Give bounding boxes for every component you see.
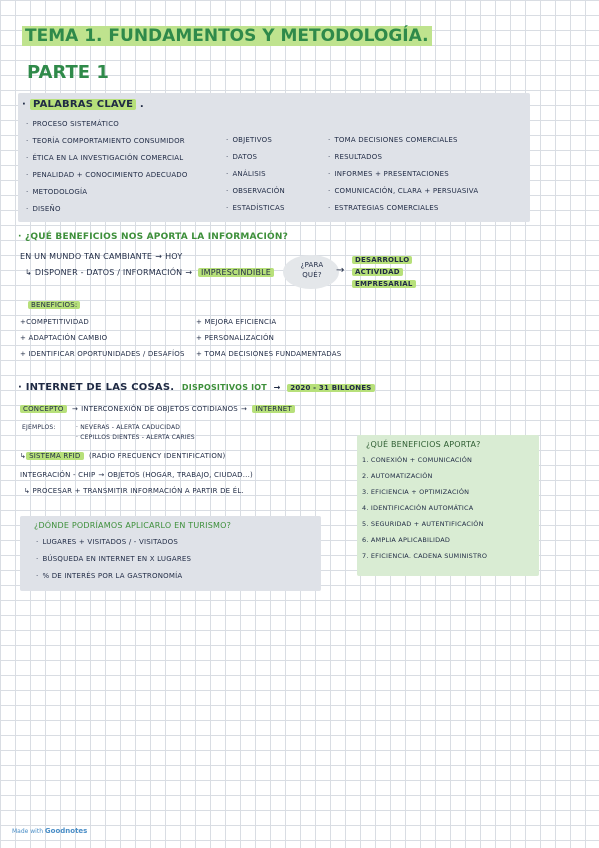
keywords-col3 bbox=[328, 136, 478, 221]
benefits-label: BENEFICIOS: bbox=[28, 301, 80, 309]
info-line2: ↳ DISPONER - DATOS / INFORMACIÓN → IMPRESCINDIBLE bbox=[22, 268, 274, 277]
keyword-item: · PROCESO SISTEMÁTICO bbox=[26, 120, 188, 137]
tourism-list bbox=[36, 538, 191, 589]
keyword-item: · DATOS bbox=[226, 153, 285, 170]
keyword-item: · ÉTICA EN LA INVESTIGACIÓN COMERCIAL bbox=[26, 154, 188, 171]
tourism-item: · % DE INTERÉS POR LA GASTRONOMÍA bbox=[36, 572, 191, 589]
iot-heading: · INTERNET DE LAS COSAS. DISPOSITIVOS IOT → 2020 - 31 BILLONES bbox=[18, 382, 375, 393]
tourism-question: ¿DÓNDE PODRÍAMOS APLICARLO EN TURISMO? bbox=[34, 521, 232, 530]
example-item: · NEVERAS - ALERTA CADUCIDAD bbox=[76, 424, 181, 431]
keyword-item: · METODOLOGÍA bbox=[26, 188, 188, 205]
iot-benefit-item: 5. SEGURIDAD + AUTENTIFICACIÓN bbox=[362, 520, 484, 528]
keywords-col2 bbox=[226, 136, 285, 221]
benefit-item: + ADAPTACIÓN CAMBIO bbox=[20, 334, 108, 342]
iot-benefit-item: 2. AUTOMATIZACIÓN bbox=[362, 472, 433, 480]
example-item: · CEPILLOS DIENTES - ALERTA CARIES bbox=[76, 434, 195, 441]
iot-benefit-item: 6. AMPLIA APLICABILIDAD bbox=[362, 536, 451, 544]
keyword-item: · OBJETIVOS bbox=[226, 136, 285, 153]
benefit-item: +COMPETITIVIDAD bbox=[20, 318, 89, 326]
iot-benefit-item: 7. EFICIENCIA. CADENA SUMINISTRO bbox=[362, 552, 488, 560]
page-title: TEMA 1. FUNDAMENTOS Y METODOLOGÍA. bbox=[22, 26, 432, 46]
iot-benefit-item: 4. IDENTIFICACIÓN AUTOMÁTICA bbox=[362, 504, 474, 512]
info-line1: EN UN MUNDO TAN CAMBIANTE → HOY bbox=[20, 252, 183, 261]
goodnotes-badge: Made with Goodnotes bbox=[12, 827, 88, 835]
keyword-item: · ANÁLISIS bbox=[226, 170, 285, 187]
keyword-item: · TEORÍA COMPORTAMIENTO CONSUMIDOR bbox=[26, 137, 188, 154]
benefits-right-list bbox=[196, 318, 341, 366]
integration-line: INTEGRACIÓN - CHIP → OBJETOS (HOGAR, TRABAJO, CIUDAD...) bbox=[20, 471, 253, 479]
result-stack: DESARROLLO ACTIVIDAD EMPRESARIAL bbox=[352, 254, 416, 290]
keyword-item: · PENALIDAD + CONOCIMIENTO ADECUADO bbox=[26, 171, 188, 188]
concept-label: CONCEPTO bbox=[20, 405, 67, 413]
info-question: · ¿QUÉ BENEFICIOS NOS APORTA LA INFORMACIÓN? bbox=[18, 232, 289, 242]
keyword-item: · COMUNICACIÓN, CLARA + PERSUASIVA bbox=[328, 187, 478, 204]
benefit-item: + IDENTIFICAR OPORTUNIDADES / DESAFÍOS bbox=[20, 350, 185, 358]
keywords-col1 bbox=[26, 120, 188, 222]
arrow-icon: → bbox=[336, 265, 345, 276]
keyword-item: · DISEÑO bbox=[26, 205, 188, 222]
keyword-item: · ESTRATEGIAS COMERCIALES bbox=[328, 204, 478, 221]
examples-label: EJEMPLOS: bbox=[22, 424, 56, 431]
keyword-item: · ESTADÍSTICAS bbox=[226, 204, 285, 221]
iot-benefit-item: 3. EFICIENCIA + OPTIMIZACIÓN bbox=[362, 488, 470, 496]
rfid-line: ↳ SISTEMA RFID (RADIO FRECUENCY IDENTIFICATION) bbox=[20, 452, 226, 460]
examples-list bbox=[76, 424, 195, 444]
iot-benefits-list bbox=[362, 456, 487, 568]
para-que-label: ¿PARA QUÉ? bbox=[300, 261, 324, 279]
tourism-item: · LUGARES + VISITADOS / - VISITADOS bbox=[36, 538, 191, 555]
keyword-item: · TOMA DECISIONES COMERCIALES bbox=[328, 136, 478, 153]
process-line: ↳ PROCESAR + TRANSMITIR INFORMACIÓN A PARTIR DE ÉL. bbox=[24, 487, 244, 495]
concept-line: CONCEPTO → INTERCONEXIÓN DE OBJETOS COTIDIANOS → INTERNET bbox=[20, 405, 295, 413]
keywords-heading: · PALABRAS CLAVE . bbox=[22, 99, 144, 110]
part-title: PARTE 1 bbox=[27, 62, 109, 83]
keyword-item: · RESULTADOS bbox=[328, 153, 478, 170]
benefit-item: + PERSONALIZACIÓN bbox=[196, 334, 275, 342]
internet-label: INTERNET bbox=[252, 405, 294, 413]
benefit-item: + TOMA DECISIONES FUNDAMENTADAS bbox=[196, 350, 342, 358]
iot-benefits-question: ¿QUÉ BENEFICIOS APORTA? bbox=[366, 440, 481, 449]
keyword-item: · OBSERVACIÓN bbox=[226, 187, 285, 204]
imprescindible-highlight: IMPRESCINDIBLE bbox=[198, 268, 274, 277]
tourism-item: · BÚSQUEDA EN INTERNET EN X LUGARES bbox=[36, 555, 191, 572]
benefits-left-list bbox=[20, 318, 185, 366]
benefit-item: + MEJORA EFICIENCIA bbox=[196, 318, 277, 326]
keyword-item: · INFORMES + PRESENTACIONES bbox=[328, 170, 478, 187]
iot-benefit-item: 1. CONEXIÓN + COMUNICACIÓN bbox=[362, 456, 473, 464]
